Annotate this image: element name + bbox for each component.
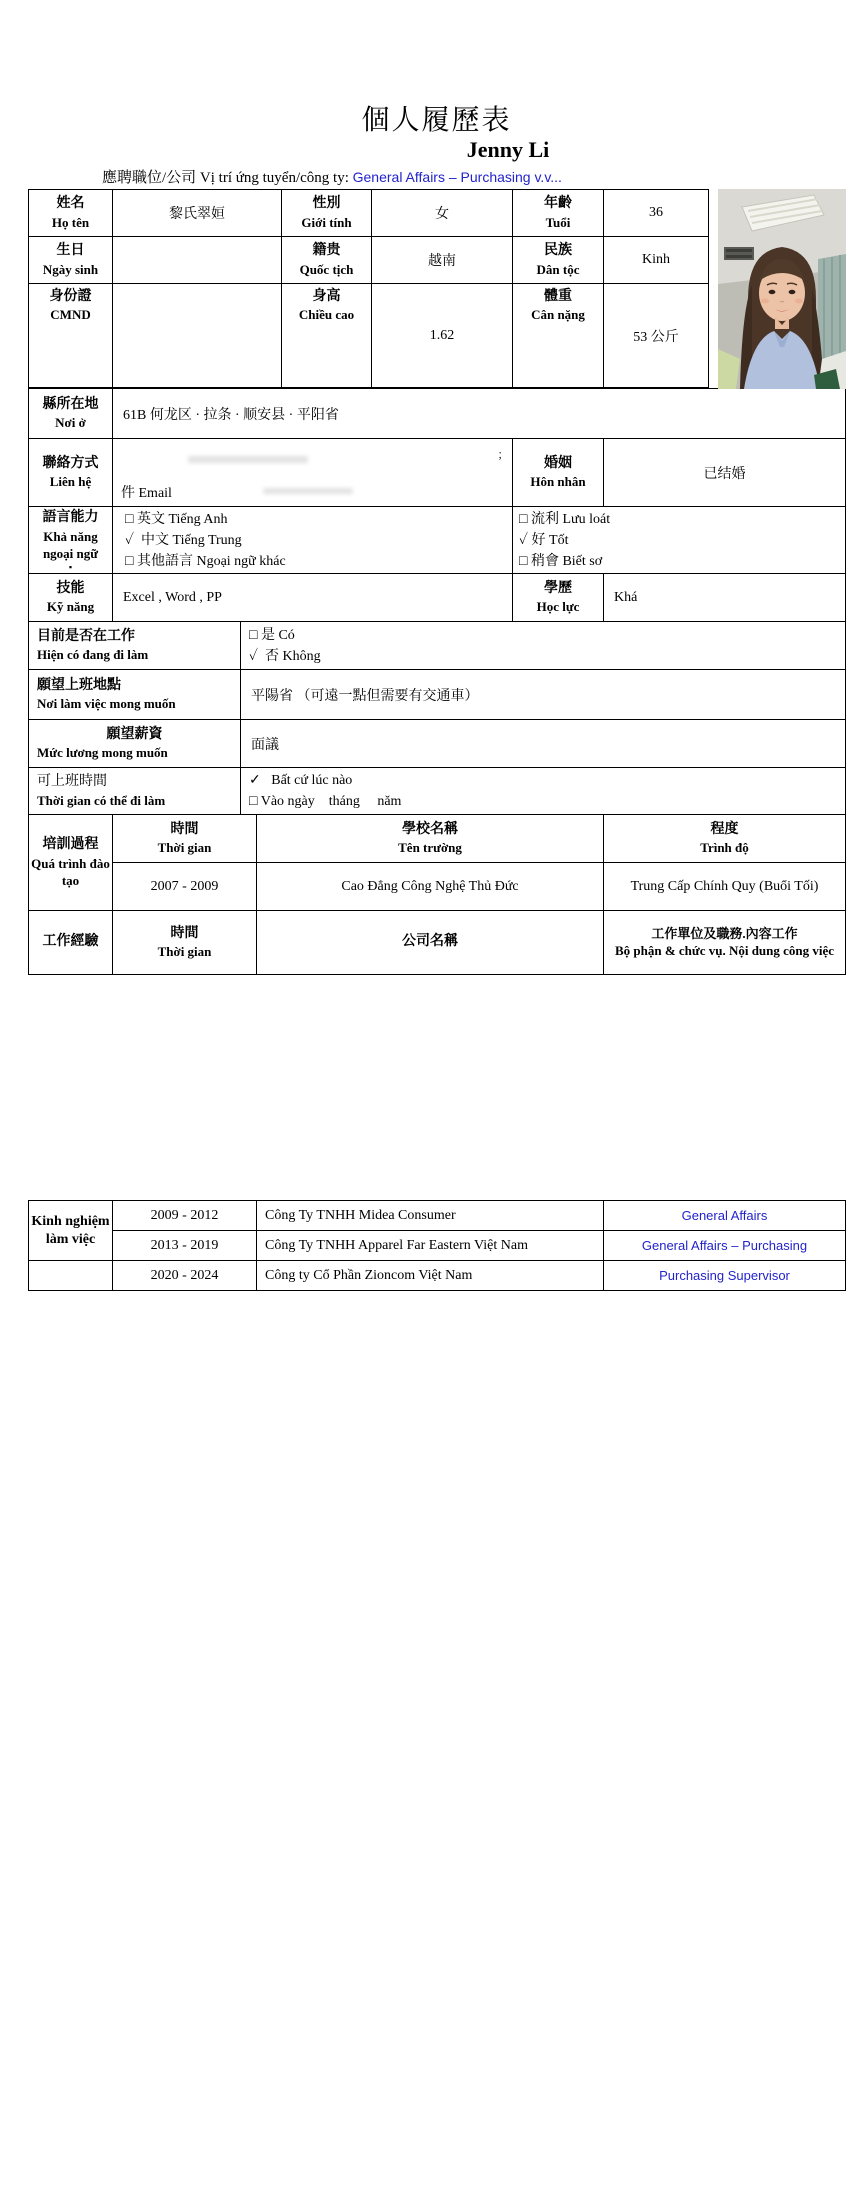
experience-period: 2013 - 2019 [113, 1231, 257, 1261]
experience-position: General Affairs [604, 1201, 846, 1231]
profile-photo [718, 189, 846, 389]
contact-language-table [28, 388, 846, 622]
contact-tick-mark: ; [498, 445, 502, 461]
work-header-table [28, 910, 846, 975]
training-time-header: 時間 Thời gian [113, 815, 257, 863]
language-option: □ 英文 Tiếng Anh [125, 511, 228, 527]
address-value: 61B 何龙区 · 拉条 · 顺安县 · 平阳省 [113, 389, 846, 439]
training-degree-header: 程度 Trình độ [604, 815, 846, 863]
height-value: 1.62 [372, 284, 513, 388]
checkbox-option: □ 是 Có [249, 627, 295, 643]
experience-table [28, 1200, 846, 1291]
checkbox-option: ✓ Bất cứ lúc nào [249, 773, 353, 788]
working-now-options [241, 622, 846, 670]
apply-position-label: 應聘職位/公司 Vị trí ứng tuyển/công ty: [102, 170, 353, 186]
experience-period: 2020 - 2024 [113, 1261, 257, 1291]
experience-period: 2009 - 2012 [113, 1201, 257, 1231]
age-label: 年齡 Tuổi [513, 190, 604, 237]
training-school: Cao Đẳng Công Nghệ Thủ Đức [257, 863, 604, 911]
profile-photo-image [718, 189, 846, 389]
ethnicity-label: 民族 Dân tộc [513, 237, 604, 284]
language-label: 語言能力 Khả năng ngoại ngữ ▪ [29, 507, 113, 574]
age-value: 36 [604, 190, 709, 237]
training-school-header: 學校名稱 Tên trường [257, 815, 604, 863]
apply-position-line [102, 166, 562, 187]
experience-position: General Affairs – Purchasing [604, 1231, 846, 1261]
applicant-name: Jenny Li [466, 137, 550, 162]
work-position-header: 工作單位及職務.內容工作 Bộ phận & chức vụ. Nội dung công việc [604, 911, 846, 975]
weight-label: 體重 Cân nặng [513, 284, 604, 388]
id-label: 身份證 CMND [29, 284, 113, 388]
experience-label-empty [29, 1261, 113, 1291]
experience-company: Công ty Cổ Phần Zioncom Việt Nam [257, 1261, 604, 1291]
language-level: □ 稍會 Biết sơ [519, 553, 603, 569]
start-time-options [241, 768, 846, 815]
experience-row [29, 1201, 846, 1231]
redacted-text [188, 456, 308, 463]
skills-label: 技能 Kỹ năng [29, 574, 113, 622]
marital-value: 已结婚 [604, 439, 846, 507]
filled-square-marker: ▪ [68, 561, 73, 572]
language-level: □ 流利 Lưu loát [519, 511, 611, 527]
gender-value: 女 [372, 190, 513, 237]
contact-label: 聯絡方式 Liên hệ [29, 439, 113, 507]
dob-value [113, 237, 282, 284]
name-value: 黎氏翠姮 [113, 190, 282, 237]
work-time-header: 時間 Thời gian [113, 911, 257, 975]
experience-row [29, 1231, 846, 1261]
nationality-label: 籍贵 Quốc tịch [282, 237, 372, 284]
nationality-value: 越南 [372, 237, 513, 284]
gender-label: 性別 Giới tính [282, 190, 372, 237]
name-label: 姓名 Họ tên [29, 190, 113, 237]
contact-email-text: 件 Email [121, 485, 172, 501]
language-level: ✓ 好 Tốt [519, 532, 569, 548]
preferences-table [28, 621, 846, 815]
desired-location-value: 平陽省 （可遠一點但需要有交通車） [241, 670, 846, 720]
experience-company: Công Ty TNHH Midea Consumer [257, 1201, 604, 1231]
dob-label: 生日 Ngày sinh [29, 237, 113, 284]
desired-salary-label: 願望薪資 Mức lương mong muốn [29, 720, 241, 768]
redacted-text [263, 488, 353, 494]
language-levels [513, 507, 846, 574]
skills-value: Excel , Word , PP [113, 574, 513, 622]
start-time-label: 可上班時間 Thời gian có thể đi làm [29, 768, 241, 815]
marital-label: 婚姻 Hôn nhân [513, 439, 604, 507]
language-option: ✓ 中文 Tiếng Trung [125, 532, 242, 548]
apply-position-value: General Affairs – Purchasing v.v... [352, 169, 562, 185]
education-label: 學歷 Học lực [513, 574, 604, 622]
checkbox-option: □ Vào ngày tháng năm [249, 794, 402, 809]
training-table [28, 814, 846, 911]
work-company-header: 公司名稱 [257, 911, 604, 975]
experience-company: Công Ty TNHH Apparel Far Eastern Việt Nam [257, 1231, 604, 1261]
training-degree: Trung Cấp Chính Quy (Buổi Tối) [604, 863, 846, 911]
height-label: 身高 Chiều cao [282, 284, 372, 388]
address-label: 縣所在地 Nơi ở [29, 389, 113, 439]
experience-row [29, 1261, 846, 1291]
personal-info-table [28, 189, 709, 388]
contact-value [113, 439, 513, 507]
training-period: 2007 - 2009 [113, 863, 257, 911]
checkbox-option: ✓ 否 Không [249, 648, 321, 664]
work-experience-label: 工作經驗 [29, 911, 113, 975]
desired-salary-value: 面議 [241, 720, 846, 768]
page-title: 個人履歷表 [361, 105, 512, 136]
language-options [113, 507, 513, 574]
experience-label: Kinh nghiệm làm việc [29, 1201, 113, 1261]
education-value: Khá [604, 574, 846, 622]
language-option: □ 其他語言 Ngoại ngữ khác [125, 553, 286, 569]
training-row [29, 863, 846, 911]
id-value [113, 284, 282, 388]
working-now-label: 目前是否在工作 Hiện có đang đi làm [29, 622, 241, 670]
ethnicity-value: Kinh [604, 237, 709, 284]
training-label: 培訓過程 Quá trình đào tạo [29, 815, 113, 911]
desired-location-label: 願望上班地點 Nơi làm việc mong muốn [29, 670, 241, 720]
weight-value: 53 公斤 [604, 284, 709, 388]
experience-position: Purchasing Supervisor [604, 1261, 846, 1291]
